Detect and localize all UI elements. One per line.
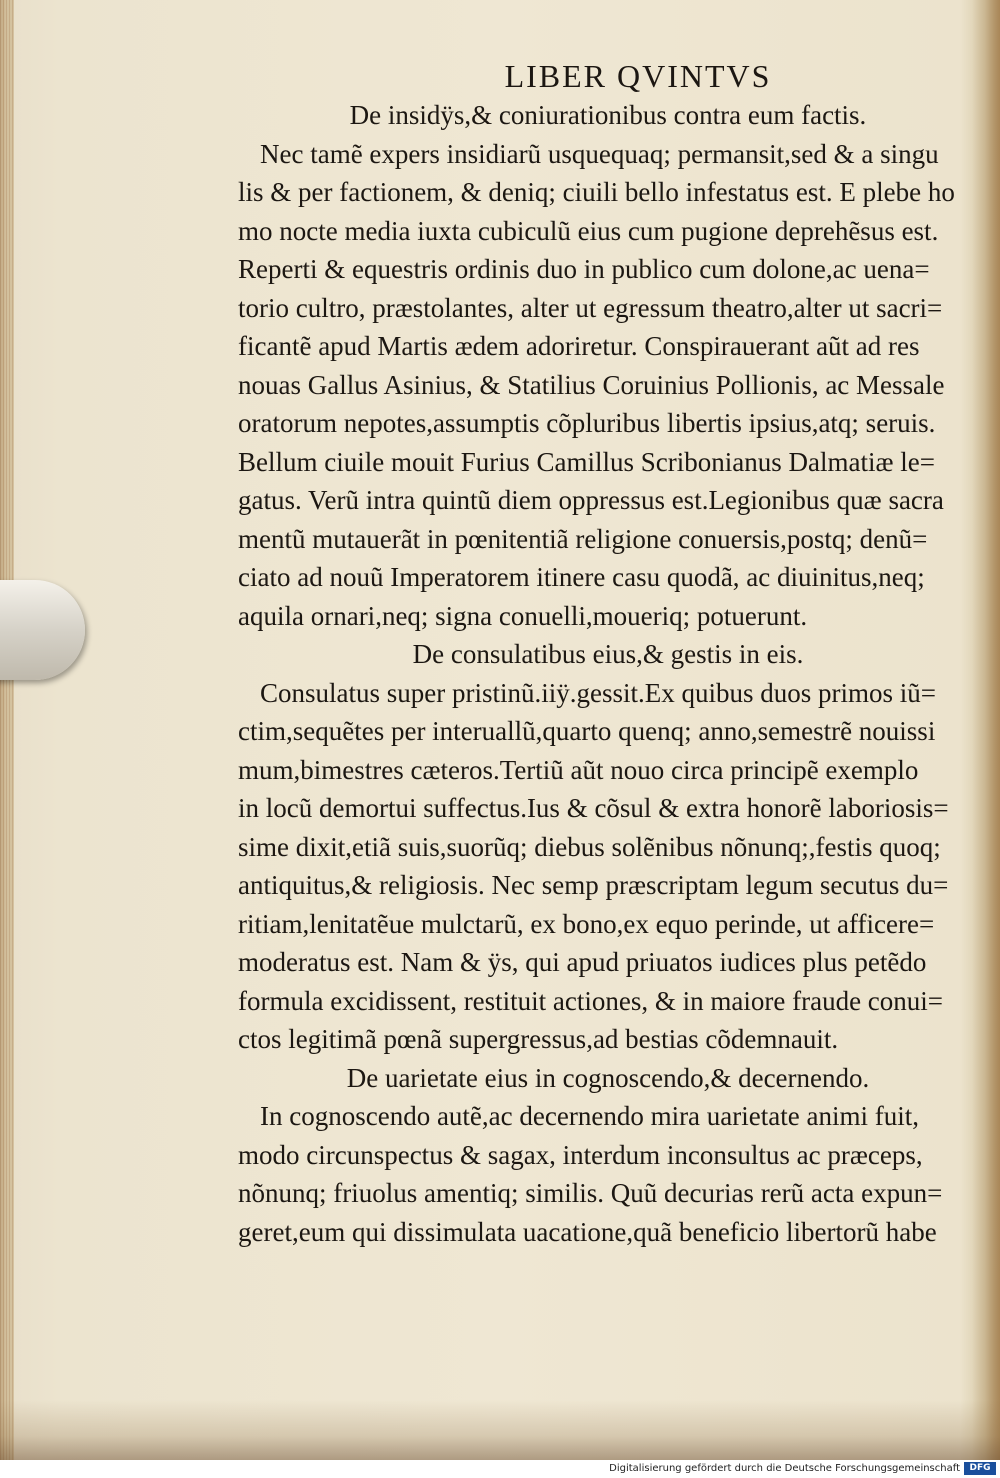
- section-heading: De uarietate eius in cognoscendo,& decernendo.: [346, 1062, 870, 1093]
- text-line: gatus. Verũ intra quintũ diem oppressus est.Legionibus quæ sacra: [238, 485, 944, 515]
- footer-credit: Digitalisierung gefördert durch die Deutsche Forschungsgemeinschaft: [609, 1463, 960, 1474]
- text-line: nõnunq; friuolus amentiq; similis. Quũ decurias rerũ acta expun=: [238, 1178, 943, 1208]
- running-head: LIBER QVINTVS: [504, 58, 772, 94]
- text-line: In cognoscendo autẽ,ac decernendo mira uarietate animi fuit,: [260, 1101, 919, 1131]
- text-line: oratorum nepotes,assumptis cõpluribus libertis ipsius,atq; seruis.: [238, 408, 936, 438]
- page-edge-left: [0, 0, 14, 1460]
- page-edge-bottom: [0, 1400, 1000, 1460]
- text-lines: [238, 96, 978, 1251]
- section-heading: De consulatibus eius,& gestis in eis.: [412, 639, 804, 669]
- text-line: Consulatus super pristinũ.iiÿ.gessit.Ex quibus duos primos iũ=: [260, 677, 936, 708]
- text-line: ctos legitimã pœnã supergressus,ad bestias cõdemnauit.: [238, 1024, 839, 1054]
- text-line: ritiam,lenitatẽue mulctarũ, ex bono,ex equo perinde, ut afficere=: [238, 908, 935, 939]
- text-line: antiquitus,& religiosis. Nec semp præscriptam legum secutus du=: [238, 870, 949, 900]
- text-line: geret,eum qui dissimulata uacatione,quã beneficio libertorũ habe: [238, 1216, 937, 1247]
- footer-bar: [0, 1460, 1000, 1478]
- section-heading: De insidÿs,& coniurationibus contra eum factis.: [349, 100, 867, 130]
- text-line: modo circunspectus & sagax, interdum inconsultus ac præceps,: [238, 1139, 923, 1170]
- text-line: in locũ demortui suffectus.Ius & cõsul & extra honorẽ laboriosis=: [238, 793, 949, 823]
- page-clip: [0, 580, 85, 680]
- text-block: [238, 56, 978, 1251]
- text-line: torio cultro, præstolantes, alter ut egressum theatro,alter ut sacri=: [238, 292, 943, 323]
- text-line: Reperti & equestris ordinis duo in publico cum dolone,ac uena=: [238, 254, 930, 284]
- text-line: mo nocte media iuxta cubiculũ eius cum pugione deprehẽsus est.: [238, 215, 939, 246]
- text-line: Nec tamẽ expers insidiarũ usquequaq; permansit,sed & a singu: [260, 138, 939, 169]
- dfg-logo-icon: DFG: [964, 1462, 996, 1475]
- text-line: ciato ad nouũ Imperatorem itinere casu quodã, ac diuinitus,neq;: [238, 562, 925, 592]
- text-line: ficantẽ apud Martis ædem adoriretur. Conspirauerant aũt ad res: [238, 331, 920, 361]
- text-line: ctim,sequẽtes per interuallũ,quarto quenq; anno,semestrẽ nouissi: [238, 716, 936, 746]
- text-line: formula excidissent, restituit actiones, & in maiore fraude conui=: [238, 985, 944, 1016]
- text-line: moderatus est. Nam & ÿs, qui apud priuatos iudices plus petẽdo: [238, 947, 927, 977]
- text-line: aquila ornari,neq; signa conuelli,moueriq; potuerunt.: [238, 600, 808, 631]
- text-line: mentũ mutauerãt in pœnitentiã religione conuersis,postq; denũ=: [238, 523, 928, 554]
- text-line: sime dixit,etiã suis,suorũq; diebus solẽnibus nõnunq;,festis quoq;: [238, 831, 941, 862]
- text-line: Bellum ciuile mouit Furius Camillus Scribonianus Dalmatiæ le=: [238, 446, 935, 477]
- text-line: lis & per factionem, & deniq; ciuili bello infestatus est. E plebe ho: [238, 177, 955, 207]
- text-line: mum,bimestres cæteros.Tertiũ aũt nouo circa principẽ exemplo: [238, 754, 919, 785]
- text-line: nouas Gallus Asinius, & Statilius Coruinius Pollionis, ac Messale: [238, 369, 945, 400]
